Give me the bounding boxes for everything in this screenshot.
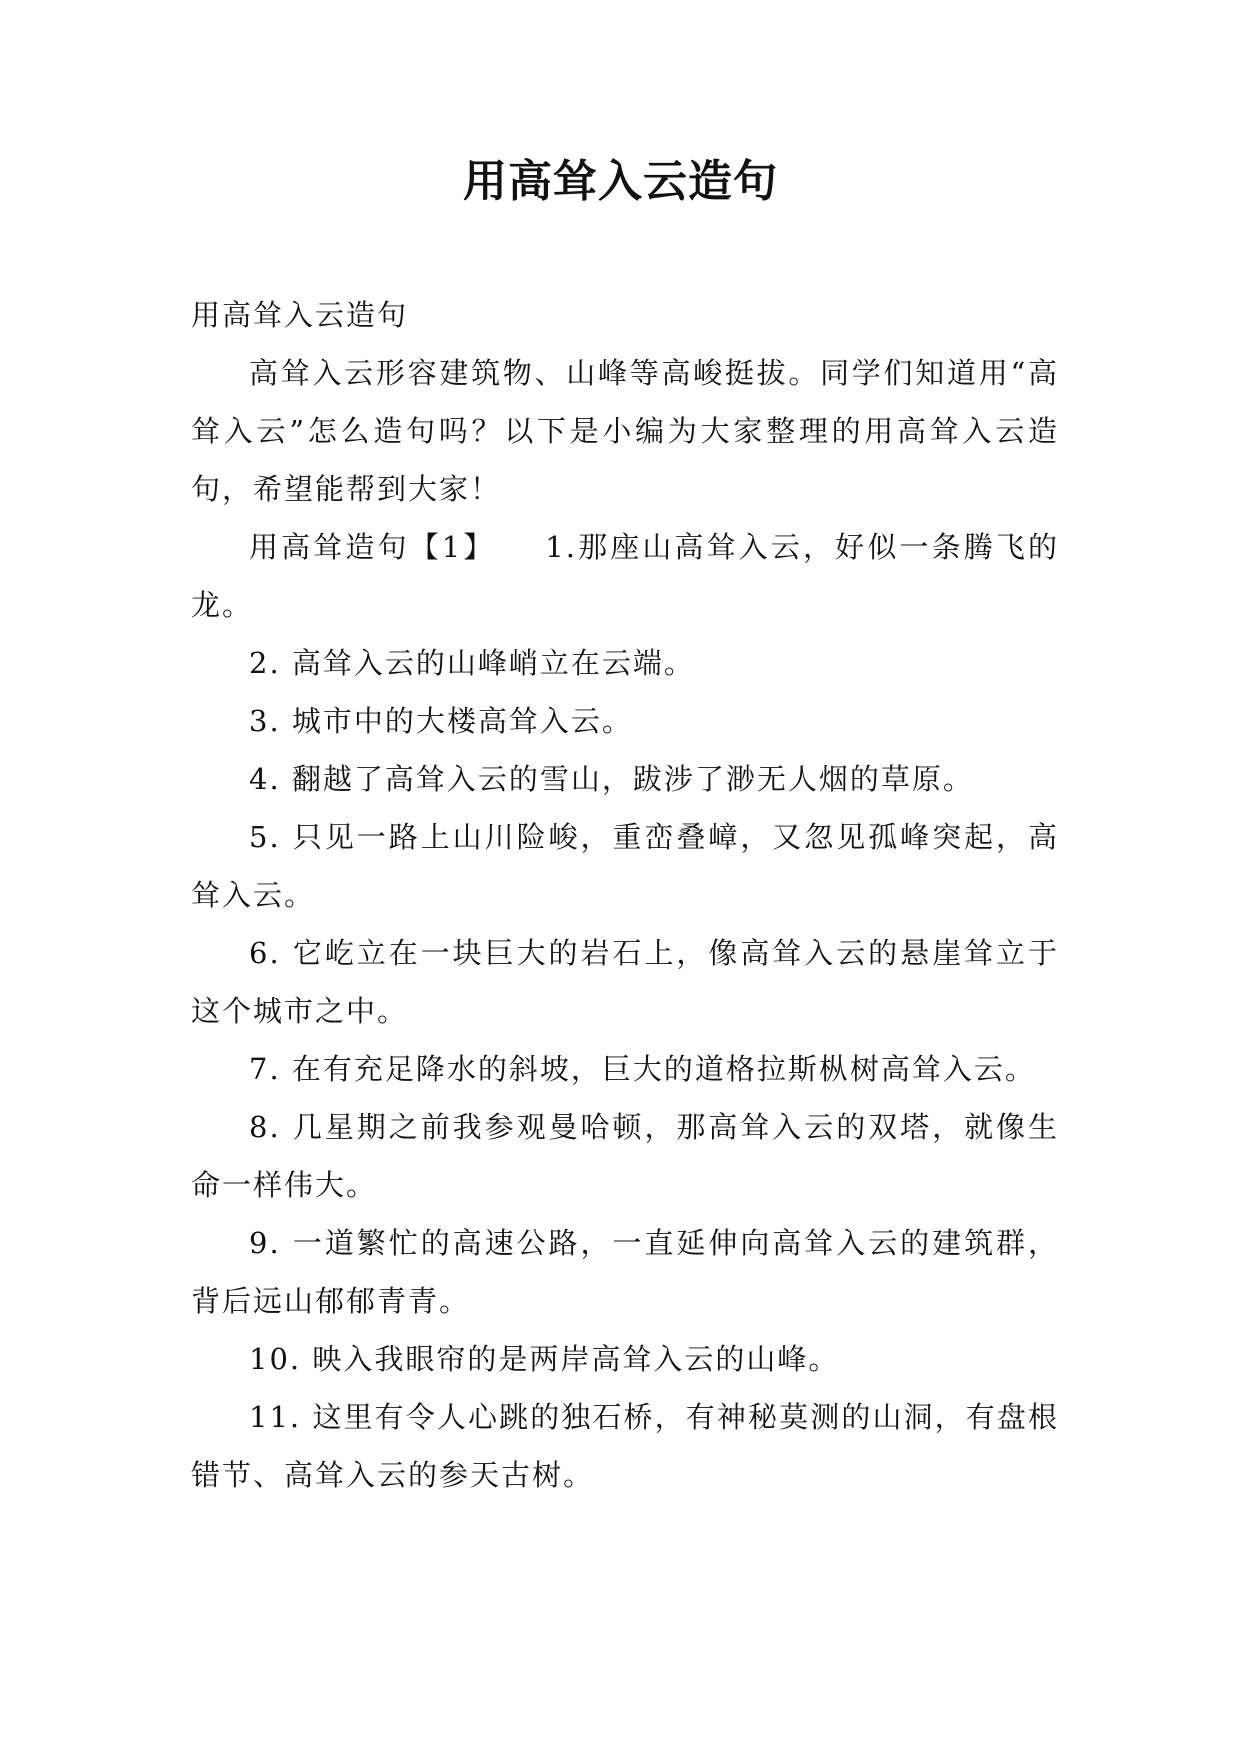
sentence-9-paragraph: 9. 一道繁忙的高速公路，一直延伸向高耸入云的建筑群，背后远山郁郁青青。 <box>191 1226 1059 1318</box>
sentence-11-paragraph: 11. 这里有令人心跳的独石桥，有神秘莫测的山洞，有盘根错节、高耸入云的参天古树。 <box>191 1400 1059 1492</box>
subtitle-paragraph: 用高耸入云造句 <box>191 298 409 332</box>
intro-paragraph: 高耸入云形容建筑物、山峰等高峻挺拔。同学们知道用“高耸入云”怎么造句吗？以下是小编为大家整理的用高耸入云造句，希望能帮到大家！ <box>191 356 1059 506</box>
sentence-10-paragraph: 10. 映入我眼帘的是两岸高耸入云的山峰。 <box>249 1342 840 1376</box>
sentence-2-paragraph: 2. 高耸入云的山峰峭立在云端。 <box>249 646 695 680</box>
page-title: 用高耸入云造句 <box>463 156 778 207</box>
sentence-1-paragraph: 用高耸造句【1】 1.那座山高耸入云，好似一条腾飞的龙。 <box>191 530 1059 622</box>
sentence-3-paragraph: 3. 城市中的大楼高耸入云。 <box>249 704 633 738</box>
sentence-6-paragraph: 6. 它屹立在一块巨大的岩石上，像高耸入云的悬崖耸立于这个城市之中。 <box>191 936 1059 1028</box>
sentence-5-paragraph: 5. 只见一路上山川险峻，重峦叠嶂，又忽见孤峰突起，高耸入云。 <box>191 820 1059 912</box>
sentence-8-paragraph: 8. 几星期之前我参观曼哈顿，那高耸入云的双塔，就像生命一样伟大。 <box>191 1110 1059 1202</box>
sentence-4-paragraph: 4. 翻越了高耸入云的雪山，跋涉了渺无人烟的草原。 <box>249 762 974 796</box>
document-body <box>191 286 1059 1504</box>
sentence-7-paragraph: 7. 在有充足降水的斜坡，巨大的道格拉斯枞树高耸入云。 <box>249 1052 1036 1086</box>
